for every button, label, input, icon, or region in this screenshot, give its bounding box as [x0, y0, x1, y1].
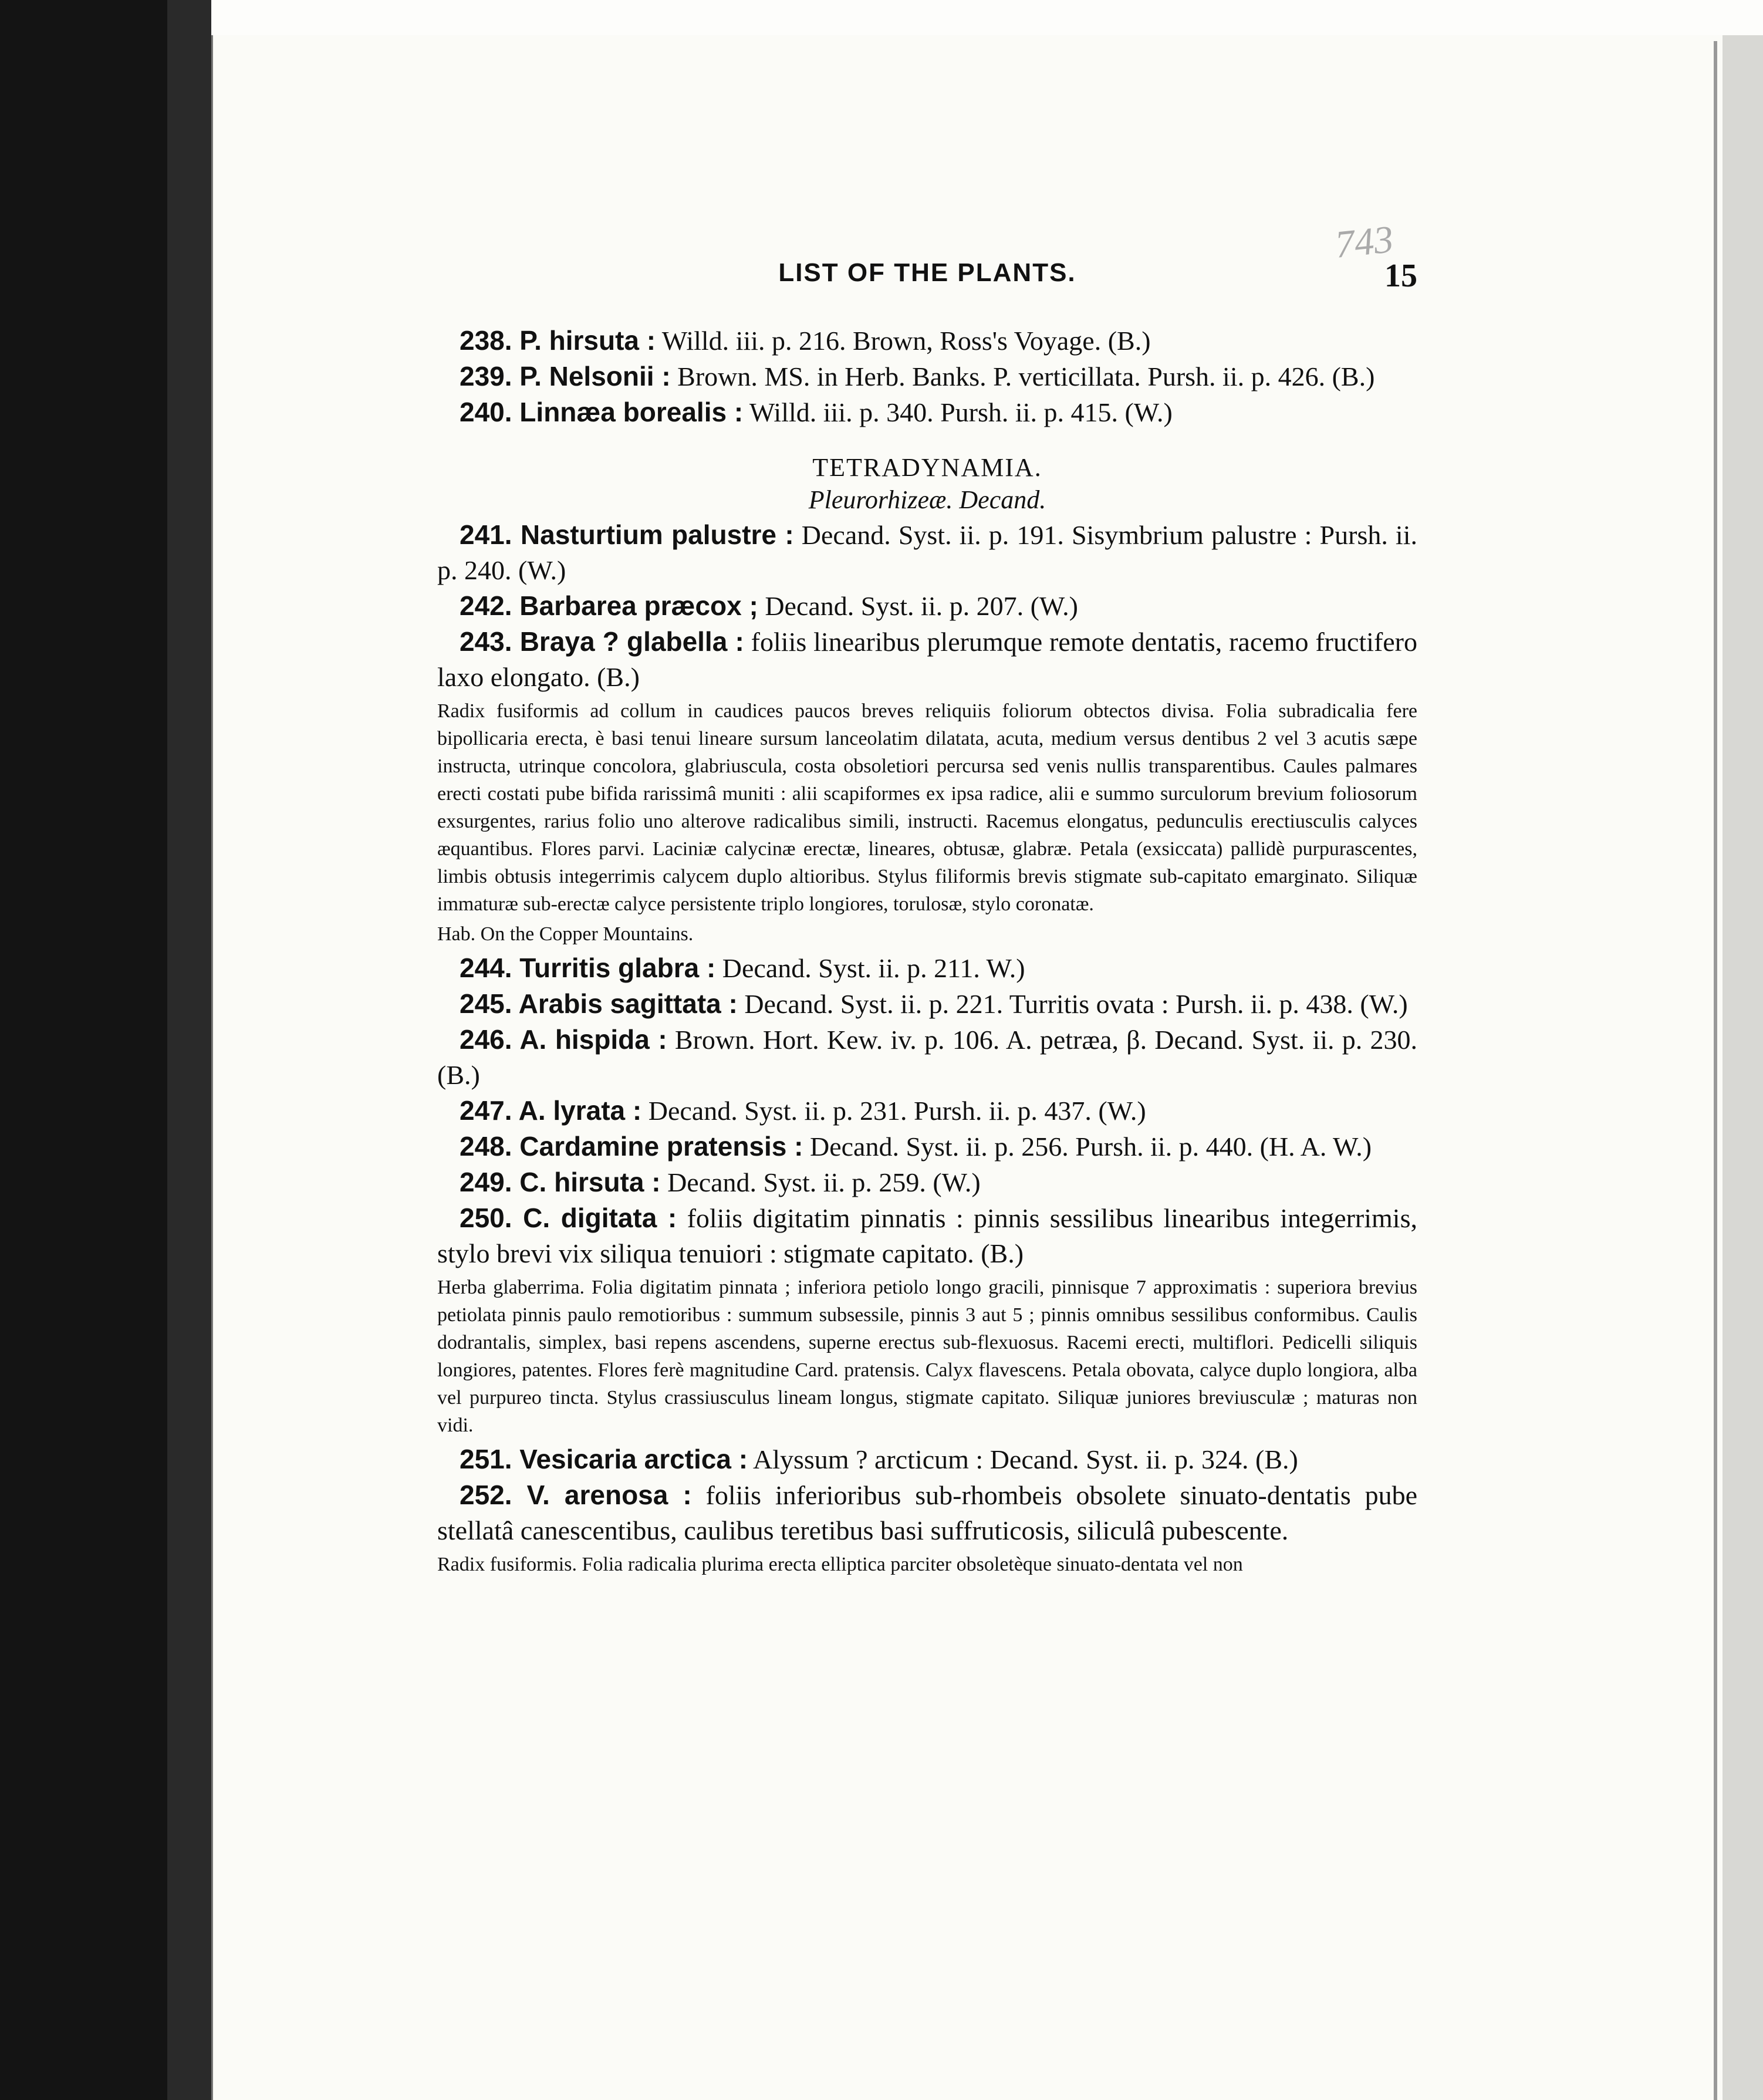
entry-reference: foliis digitatim pinnatis : pinnis sessilibus linearibus integerrimis, stylo brevi vix siliqua tenuiori : stigmate capitato. (B.)	[437, 1203, 1417, 1268]
species-name: Cardamine pratensis :	[512, 1131, 803, 1162]
entry-reference: Willd. iii. p. 216. Brown, Ross's Voyage. (B.)	[656, 326, 1151, 356]
species-name: Braya ? glabella :	[512, 626, 744, 657]
entry-number: 239.	[460, 361, 512, 391]
species-name: A. hispida :	[512, 1024, 667, 1055]
entry-number: 251.	[460, 1444, 512, 1474]
species-name: Turritis glabra :	[512, 953, 716, 983]
plant-entry	[437, 359, 1417, 394]
plant-entry	[437, 394, 1417, 430]
entry-reference: foliis inferioribus sub-rhombeis obsolete sinuato-dentatis pube stellatâ canescentibus, caulibus teretibus basi suffruticosis, siliculâ pubescente.	[437, 1480, 1417, 1545]
plant-entry	[437, 1022, 1417, 1093]
section-title: TETRADYNAMIA.	[812, 453, 1042, 482]
plant-entry	[437, 1477, 1417, 1548]
entry-reference: Decand. Syst. ii. p. 259. (W.)	[660, 1167, 981, 1197]
page-edge-line	[1714, 41, 1717, 2100]
plant-entry	[437, 950, 1417, 986]
entry-number: 250.	[460, 1203, 512, 1233]
plant-entry	[437, 1164, 1417, 1200]
entries-top	[437, 323, 1417, 430]
entry-reference: Decand. Syst. ii. p. 211. W.)	[715, 953, 1025, 983]
species-name: C. hirsuta :	[512, 1167, 661, 1197]
species-name: C. digitata :	[512, 1203, 677, 1233]
entry-reference: Decand. Syst. ii. p. 191. Sisymbrium palustre : Pursh. ii. p. 240. (W.)	[437, 520, 1417, 585]
entry-number: 247.	[460, 1095, 512, 1126]
book-gutter	[167, 0, 211, 2100]
book-spine-shadow	[0, 0, 167, 2100]
plant-entry	[437, 323, 1417, 359]
running-head: LIST OF THE PLANTS.	[778, 258, 1076, 287]
species-name: P. Nelsonii :	[512, 361, 671, 391]
entry-number: 240.	[460, 397, 512, 427]
entry-reference: Decand. Syst. ii. p. 231. Pursh. ii. p. 437. (W.)	[641, 1096, 1146, 1126]
plant-entry	[437, 1129, 1417, 1164]
entry-reference: Brown. MS. in Herb. Banks. P. verticillata. Pursh. ii. p. 426. (B.)	[670, 362, 1375, 391]
entry-reference: Brown. Hort. Kew. iv. p. 106. A. petræa, β. Decand. Syst. ii. p. 230. (B.)	[437, 1025, 1417, 1090]
entry-number: 249.	[460, 1167, 512, 1197]
entry-number: 246.	[460, 1024, 512, 1055]
description-252: Radix fusiformis. Folia radicalia plurima erecta elliptica parciter obsoletèque sinuato-dentata vel non	[437, 1554, 1243, 1575]
entry-number: 243.	[460, 626, 512, 657]
entries-low	[437, 950, 1417, 1271]
species-name: Linnæa borealis :	[512, 397, 744, 427]
entries-end	[437, 1441, 1417, 1548]
species-name: Arabis sagittata :	[512, 988, 738, 1019]
entry-number: 242.	[460, 590, 512, 621]
species-name: Vesicaria arctica :	[512, 1444, 748, 1474]
habitat-243: Hab. On the Copper Mountains.	[437, 923, 694, 945]
plant-entry	[437, 588, 1417, 624]
entry-reference: Willd. iii. p. 340. Pursh. ii. p. 415. (W.)	[743, 397, 1173, 427]
entry-reference: foliis linearibus plerumque remote dentatis, racemo fructifero laxo elongato. (B.)	[437, 627, 1417, 692]
page-number: 15	[1384, 258, 1417, 294]
entry-reference: Decand. Syst. ii. p. 207. (W.)	[758, 591, 1078, 621]
entry-number: 241.	[460, 519, 512, 550]
description-250: Herba glaberrima. Folia digitatim pinnata ; inferiora petiolo longo gracili, pinnisque 7 approximatis : superiora brevius petiolata pinnis paulo remotioribus : summum subsessile, pinnis 3 aut 5 ; pinnis omnibus sessilibus conformibus. Caulis dodrantalis, simplex, basi repens ascendens, superne erectus sub-flexuosus. Racemi erecti, multiflori. Pedicelli siliquis longiores, patentes. Flores ferè magnitudine Card. pratensis. Calyx flavescens. Petala obovata, calyce duplo longiora, alba vel purpureo tincta. Stylus crassiusculus lineam longus, stigmate capitato. Siliquæ juniores breviusculæ ; maturas non vidi.	[437, 1277, 1417, 1436]
page-fore-edge	[1723, 35, 1763, 2100]
entry-number: 248.	[460, 1131, 512, 1162]
page-body	[437, 323, 1417, 1581]
plant-entry	[437, 986, 1417, 1022]
species-name: V. arenosa :	[512, 1480, 692, 1510]
entry-number: 245.	[460, 988, 512, 1019]
entry-reference: Decand. Syst. ii. p. 256. Pursh. ii. p. 440. (H. A. W.)	[803, 1132, 1372, 1162]
plant-entry	[437, 1441, 1417, 1477]
page-header	[437, 258, 1417, 299]
species-name: A. lyrata :	[512, 1095, 642, 1126]
plant-entry	[437, 624, 1417, 695]
entry-number: 238.	[460, 325, 512, 356]
pencil-mark: 743	[1333, 218, 1396, 266]
section-subtitle: Pleurorhizeæ. Decand.	[808, 485, 1046, 514]
entries-mid	[437, 517, 1417, 695]
description-243: Radix fusiformis ad collum in caudices paucos breves reliquiis foliorum obtectos divisa. Folia subradicalia fere bipollicaria erecta, è basi tenui lineare sursum lanceolatim dilatata, acuta, medium versus dentibus 2 vel 3 acutis sæpe instructa, utrinque concolora, glabriuscula, costa obsoletiori percursa sed venis nullis transparentibus. Caules palmares erecti costati pube bifida rarissimâ muniti : alii scapiformes ex ipsa radice, alii e summo surculorum brevium foliosorum exsurgentes, rarius folio uno alterove radicalibus simili, instructi. Racemus elongatus, pedunculis erectiusculis calyces æquantibus. Flores parvi. Laciniæ calycinæ erectæ, lineares, obtusæ, glabræ. Petala (exsiccata) pallidè purpurascentes, limbis obtusis integerrimis calycem duplo altioribus. Stylus filiformis brevis stigmate sub-capitato emarginato. Siliquæ immaturæ sub-erectæ calyce persistente triplo longiores, torulosæ, stylo coronatæ.	[437, 700, 1417, 915]
species-name: P. hirsuta :	[512, 325, 656, 356]
entry-number: 252.	[460, 1480, 512, 1510]
species-name: Barbarea præcox ;	[512, 590, 758, 621]
entry-reference: Alyssum ? arcticum : Decand. Syst. ii. p. 324. (B.)	[748, 1444, 1298, 1474]
entry-reference: Decand. Syst. ii. p. 221. Turritis ovata : Pursh. ii. p. 438. (W.)	[737, 989, 1408, 1019]
plant-entry	[437, 1093, 1417, 1129]
plant-entry	[437, 517, 1417, 588]
plant-entry	[437, 1200, 1417, 1271]
species-name: Nasturtium palustre :	[512, 519, 794, 550]
entry-number: 244.	[460, 953, 512, 983]
